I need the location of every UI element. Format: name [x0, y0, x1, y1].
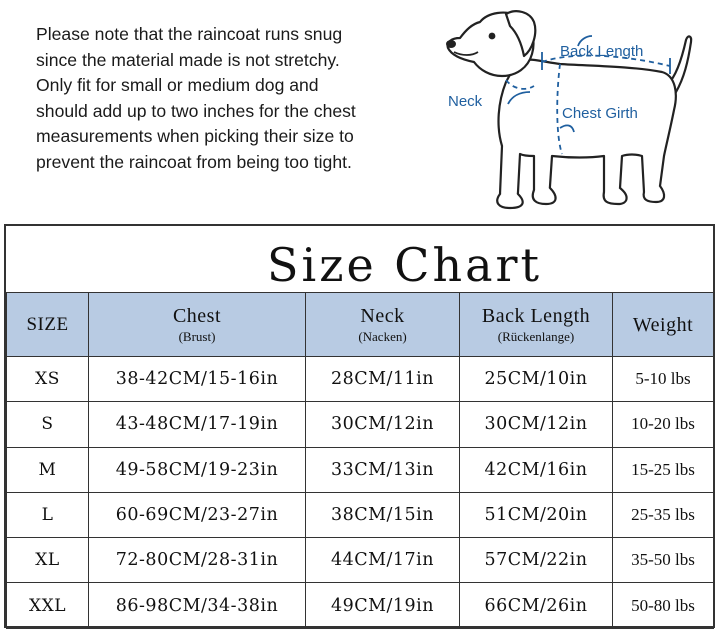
table-row	[7, 492, 714, 537]
dog-nose-icon	[446, 40, 456, 48]
neck-label: Neck	[448, 93, 483, 110]
column-header-weight: Weight	[613, 293, 714, 357]
chest-girth-label: Chest Girth	[562, 105, 638, 122]
chest-cell: 72-80CM/28-31in	[89, 538, 306, 583]
table-row	[7, 447, 714, 492]
table-row	[7, 357, 714, 402]
size-cell: L	[7, 492, 89, 537]
fit-note	[36, 22, 436, 176]
size-cell: M	[7, 447, 89, 492]
chest-cell: 43-48CM/17-19in	[89, 402, 306, 447]
back-length-cell: 57CM/22in	[460, 538, 613, 583]
size-chart	[4, 224, 715, 628]
size-cell: S	[7, 402, 89, 447]
back-length-label: Back Length	[560, 43, 644, 60]
size-table	[6, 292, 714, 629]
table-header-row	[7, 293, 714, 357]
weight-cell: 25-35 lbs	[613, 492, 714, 537]
chest-cell: 49-58CM/19-23in	[89, 447, 306, 492]
weight-cell: 5-10 lbs	[613, 357, 714, 402]
column-header-neck: Neck (Nacken)	[306, 293, 460, 357]
dog-measurement-diagram	[440, 6, 710, 216]
dog-eye-icon	[489, 33, 496, 40]
neck-cell: 30CM/12in	[306, 402, 460, 447]
column-header-size: SIZE	[7, 293, 89, 357]
table-row	[7, 538, 714, 583]
back-length-cell: 51CM/20in	[460, 492, 613, 537]
chest-cell: 38-42CM/15-16in	[89, 357, 306, 402]
size-chart-title: Size Chart	[266, 238, 543, 292]
fit-note-line: Please note that the raincoat runs snug	[36, 24, 343, 44]
back-length-cell: 25CM/10in	[460, 357, 613, 402]
weight-cell: 15-25 lbs	[613, 447, 714, 492]
neck-cell: 44CM/17in	[306, 538, 460, 583]
weight-cell: 10-20 lbs	[613, 402, 714, 447]
fit-note-line: since the material made is not stretchy.	[36, 49, 340, 70]
size-cell: XL	[7, 538, 89, 583]
neck-cell: 49CM/19in	[306, 583, 460, 628]
chest-cell: 60-69CM/23-27in	[89, 492, 306, 537]
fit-note-line: prevent the raincoat from being too tight.	[36, 151, 352, 172]
fit-note-line: Only fit for small or medium dog and	[36, 75, 319, 96]
neck-cell: 28CM/11in	[306, 357, 460, 402]
chest-cell: 86-98CM/34-38in	[89, 583, 306, 628]
back-length-cell: 30CM/12in	[460, 402, 613, 447]
column-header-back-length: Back Length (Rückenlange)	[460, 293, 613, 357]
weight-cell: 50-80 lbs	[613, 583, 714, 628]
fit-note-line: measurements when picking their size to	[36, 126, 354, 147]
size-cell: XS	[7, 357, 89, 402]
neck-cell: 38CM/15in	[306, 492, 460, 537]
back-length-cell: 42CM/16in	[460, 447, 613, 492]
back-length-cell: 66CM/26in	[460, 583, 613, 628]
neck-cell: 33CM/13in	[306, 447, 460, 492]
weight-cell: 35-50 lbs	[613, 538, 714, 583]
table-row	[7, 402, 714, 447]
column-header-chest: Chest (Brust)	[89, 293, 306, 357]
size-cell: XXL	[7, 583, 89, 628]
fit-note-line: should add up to two inches for the chest	[36, 100, 356, 121]
table-row	[7, 583, 714, 628]
